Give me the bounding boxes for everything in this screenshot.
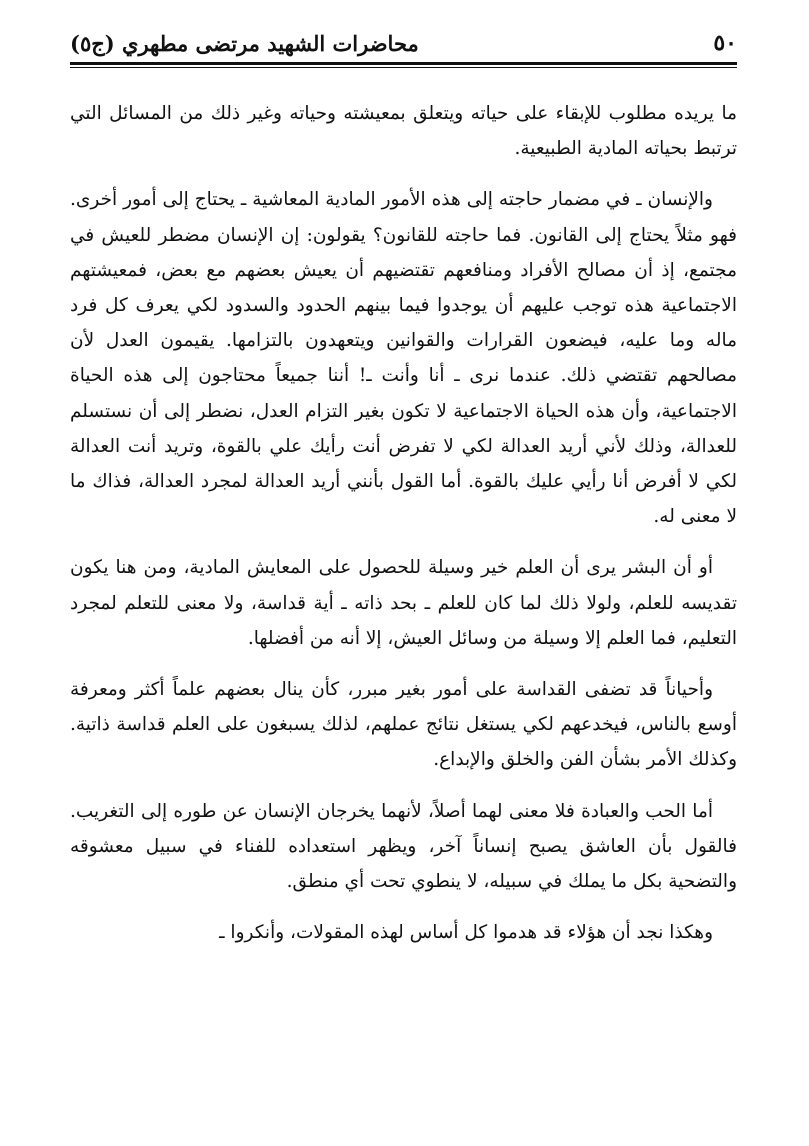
page-header [70,26,737,60]
paragraph-1: ما يريده مطلوب للإبقاء على حياته ويتعلق بمعيشته وحياته وغير ذلك من المسائل التي ترتبط بحياته المادية الطبيعية. [70,103,737,160]
running-title: محاضرات الشهيد مرتضى مطهري (ج٥) [70,30,419,56]
paragraph-6: وهكذا نجد أن هؤلاء قد هدموا كل أساس لهذه المقولات، وأنكروا ـ [219,922,713,944]
header-rule-thin [70,67,737,68]
header-rule-thick [70,62,737,65]
paragraph-3: أو أن البشر يرى أن العلم خير وسيلة للحصول على المعايش المادية، ومن هنا يكون تقديسه للعلم، ولولا ذلك لما كان للعلم ـ بحد ذاته ـ أية قداسة، ولا معنى للتعلم لمجرد التعليم، فما العلم إلا وسيلة من وسائل العيش، إلا أنه من أفضلها. [70,557,737,649]
paragraph-4: وأحياناً قد تضفى القداسة على أمور بغير مبرر، كأن ينال بعضهم علماً أكثر ومعرفة أوسع بالناس، فيخدعهم لكي يستغل نتائج عملهم، لذلك يسبغون على العلم قداسة ذاتية. وكذلك الأمر بشأن الفن والخلق والإبداع. [70,679,737,771]
page-body [70,96,737,966]
paragraph-2: والإنسان ـ في مضمار حاجته إلى هذه الأمور المادية المعاشية ـ يحتاج إلى أمور أخرى. فهو مثلاً يحتاج إلى القانون. فما حاجته للقانون؟ يقولون: إن الإنسان مضطر للعيش في مجتمع، إذ أن مصالح الأفراد ومنافعهم تقتضيهم أن يعيش بعضهم مع بعض، فمعيشتهم الاجتماعية هذه توجب عليهم أن يوجدوا فيما بينهم الحدود والسدود لكي يعرف كل فرد ماله وما عليه، فيضعون القرارات والقوانين ويتعهدون بالتزامها. يقيمون العدل لأن مصالحهم تقتضي ذلك. عندما نرى ـ أنا وأنت ـ! أننا جميعاً محتاجون إلى هذه الحياة الاجتماعية، وأن هذه الحياة الاجتماعية لا تكون بغير التزام العدل، نضطر إلى أن نستسلم للعدالة، وذلك لأني أريد العدالة لكي لا تفرض أنت رأيك علي بالقوة، وتريد أنت العدالة لكي لا أفرض أنا رأيي عليك بالقوة. أما القول بأنني أريد العدالة لمجرد العدالة، فذاك ما لا معنى له. [70,189,737,528]
page-number: ٥٠ [713,30,737,56]
paragraph-5: أما الحب والعبادة فلا معنى لهما أصلاً، لأنهما يخرجان الإنسان عن طوره إلى التغريب. فالقول بأن العاشق يصبح إنساناً آخر، ويظهر استعداده للفناء في سبيل معشوقه والتضحية بكل ما يملك في سبيله، لا ينطوي تحت أي منطق. [70,800,737,893]
